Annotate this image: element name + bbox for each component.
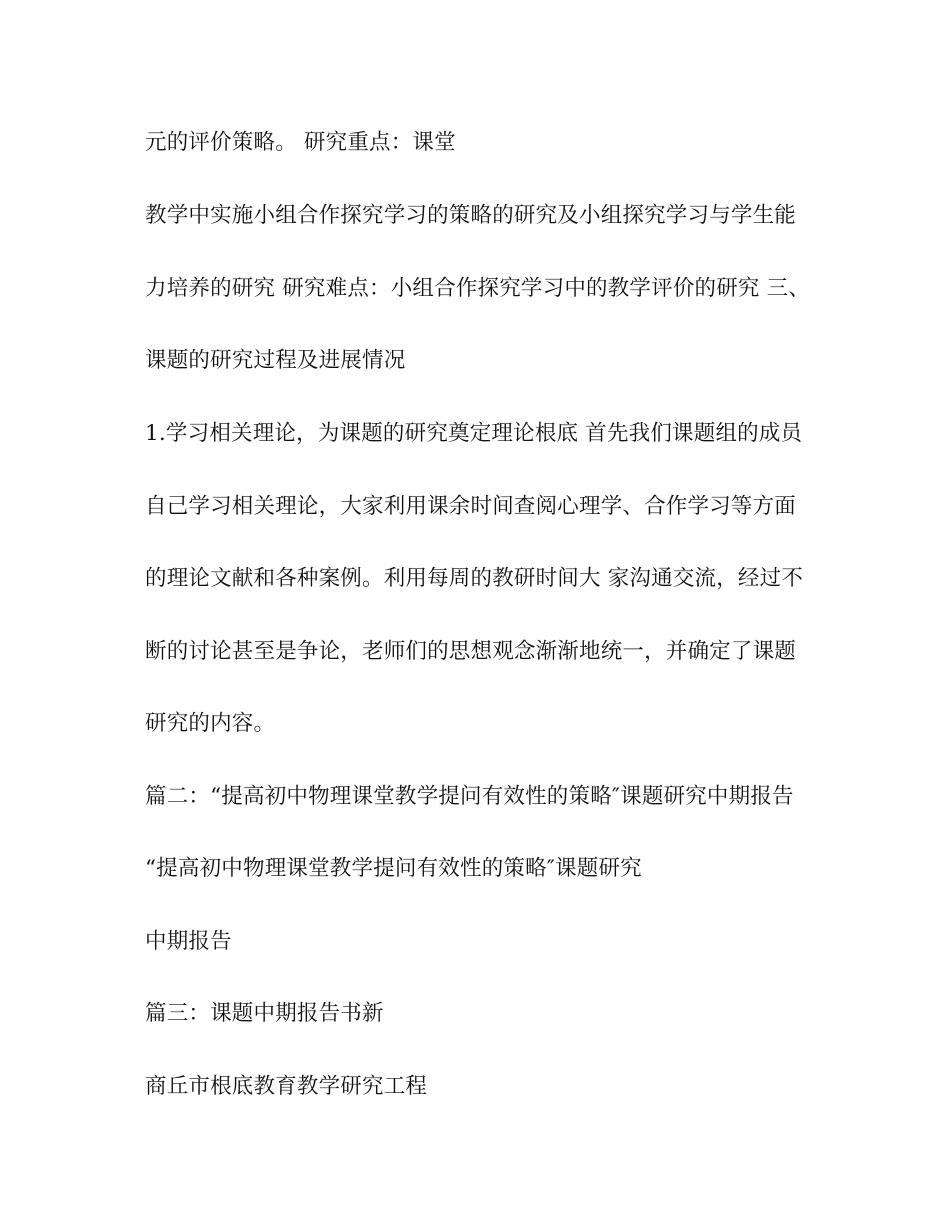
text-line-11: “提高初中物理课堂教学提问有效性的策略″课题研究 bbox=[145, 856, 642, 881]
text-line-6: 自己学习相关理论，大家利用课余时间查阅心理学、合作学习等方面 bbox=[145, 494, 797, 519]
text-line-1: 元的评价策略。 研究重点：课堂 bbox=[145, 130, 456, 155]
section-heading-3: 篇三：课题中期报告书新 bbox=[145, 1001, 384, 1026]
text-line-2: 教学中实施小组合作探究学习的策略的研究及小组探究学习与学生能 bbox=[145, 203, 797, 228]
text-line-3: 力培养的研究 研究难点：小组合作探究学习中的教学评价的研究 三、 bbox=[145, 276, 811, 301]
text-line-9: 研究的内容。 bbox=[145, 711, 276, 736]
text-line-5: 1.学习相关理论，为课题的研究奠定理论根底 首先我们课题组的成员 bbox=[145, 421, 803, 446]
text-line-7: 的理论文献和各种案例。利用每周的教研时间大 家沟通交流，经过不 bbox=[145, 566, 804, 591]
text-line-14: 商丘市根底教育教学研究工程 bbox=[145, 1074, 428, 1099]
text-line-12: 中期报告 bbox=[145, 929, 232, 954]
section-heading-2: 篇二：“提高初中物理课堂教学提问有效性的策略″课题研究中期报告 bbox=[145, 784, 794, 809]
text-line-8: 断的讨论甚至是争论，老师们的思想观念渐渐地统一，并确定了课题 bbox=[145, 639, 797, 664]
text-line-4: 课题的研究过程及进展情况 bbox=[145, 348, 406, 373]
